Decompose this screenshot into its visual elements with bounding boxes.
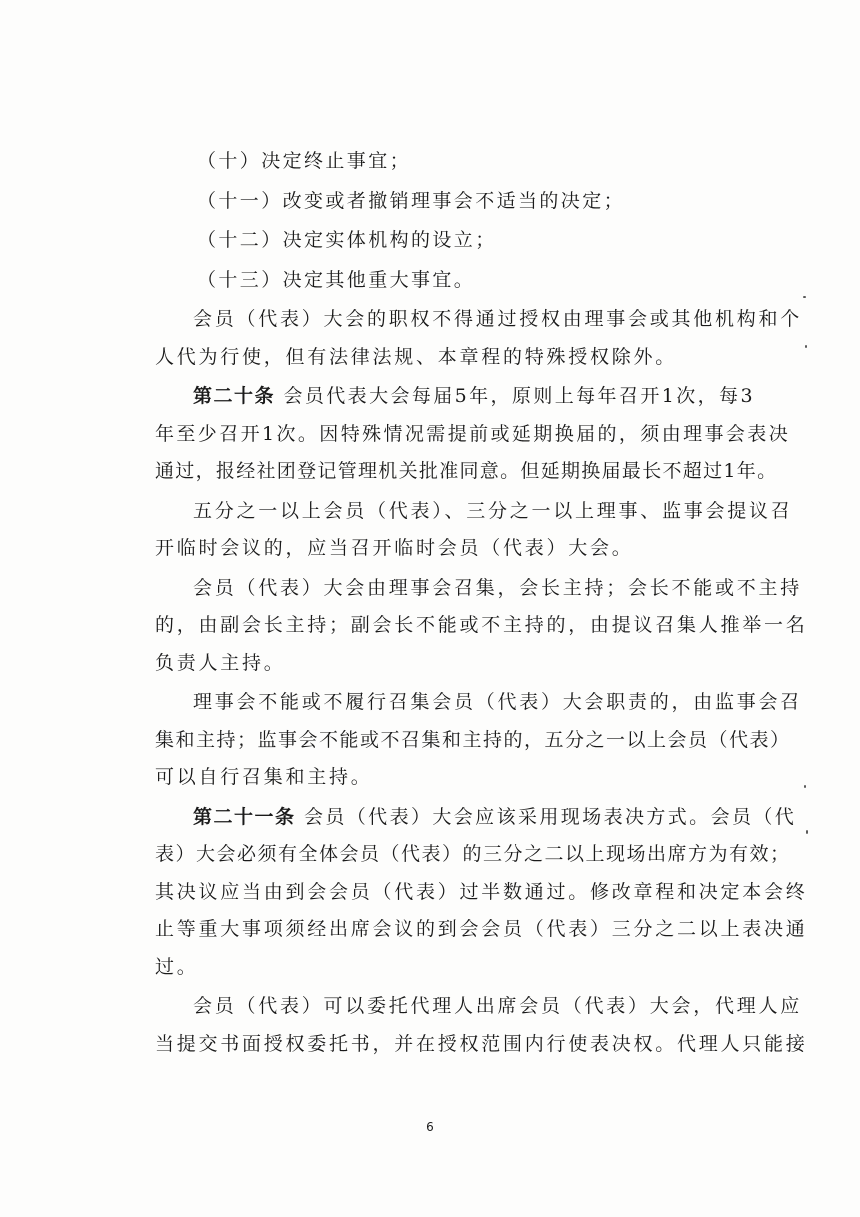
paragraph-line: 表）大会必须有全体会员（代表）的三分之二以上现场出席方为有效； [155,843,791,865]
paragraph-line: 会员（代表）大会的职权不得通过授权由理事会或其他机构和个 [193,308,803,330]
paragraph-line: 通过，报经社团登记管理机关批准同意。但延期换届最长不超过1年。 [155,460,778,482]
scan-speck [805,345,807,348]
paragraph-line: 止等重大事项须经出席会议的到会会员（代表）三分之二以上表决通 [155,918,808,940]
page-number: 6 [426,1120,434,1134]
paragraph-line: 会员（代表）大会由理事会召集，会长主持；会长不能或不主持 [193,576,803,599]
paragraph-line: 开临时会议的，应当召开临时会员（代表）大会。 [155,537,634,559]
article-heading: 第二十一条 [193,805,296,828]
document-body [155,143,808,1063]
article-heading: 第二十条 [193,385,276,407]
paragraph-line: 集和主持；监事会不能或不召集和主持的，五分之一以上会员（代表） [155,728,791,751]
paragraph-line: 当提交书面授权委托书，并在授权范围内行使表决权。代理人只能接 [155,1032,808,1055]
paragraph-line: 五分之一以上会员（代表）、三分之一以上理事、监事会提议召 [193,499,793,522]
paragraph-line: 的，由副会长主持；副会长不能或不主持的，由提议召集人推举一名 [155,614,808,636]
paragraph-line: 其决议应当由到会会员（代表）过半数通过。修改章程和决定本会终 [155,880,808,903]
list-item: （十）决定终止事宜； [197,150,412,172]
paragraph-line: 过。 [155,955,199,978]
scan-speck [803,296,806,298]
paragraph-line: 人代为行使，但有法律法规、本章程的特殊授权除外。 [155,345,678,368]
article-heading-line: 第二十条 会员代表大会每届5年，原则上每年召开1次，每3 [193,385,755,407]
paragraph-line: 理事会不能或不履行召集会员（代表）大会职责的，由监事会召 [193,691,803,713]
paragraph-line: 负责人主持。 [155,651,286,674]
paragraph-line: 会员（代表）可以委托代理人出席会员（代表）大会，代理人应 [193,995,803,1017]
article-heading-line: 第二十一条 会员（代表）大会应该采用现场表决方式。会员（代 [193,805,797,828]
list-item: （十二）决定实体机构的设立； [197,229,497,251]
list-item: （十三）决定其他重大事宜。 [197,268,476,291]
list-item: （十一）改变或者撤销理事会不适当的决定； [197,189,626,212]
paragraph-line: 可以自行召集和主持。 [155,766,373,788]
paragraph-line: 年至少召开1次。因特殊情况需提前或延期换届的，须由理事会表决 [155,422,791,445]
scan-speck [804,785,806,788]
scan-speck [806,830,808,834]
